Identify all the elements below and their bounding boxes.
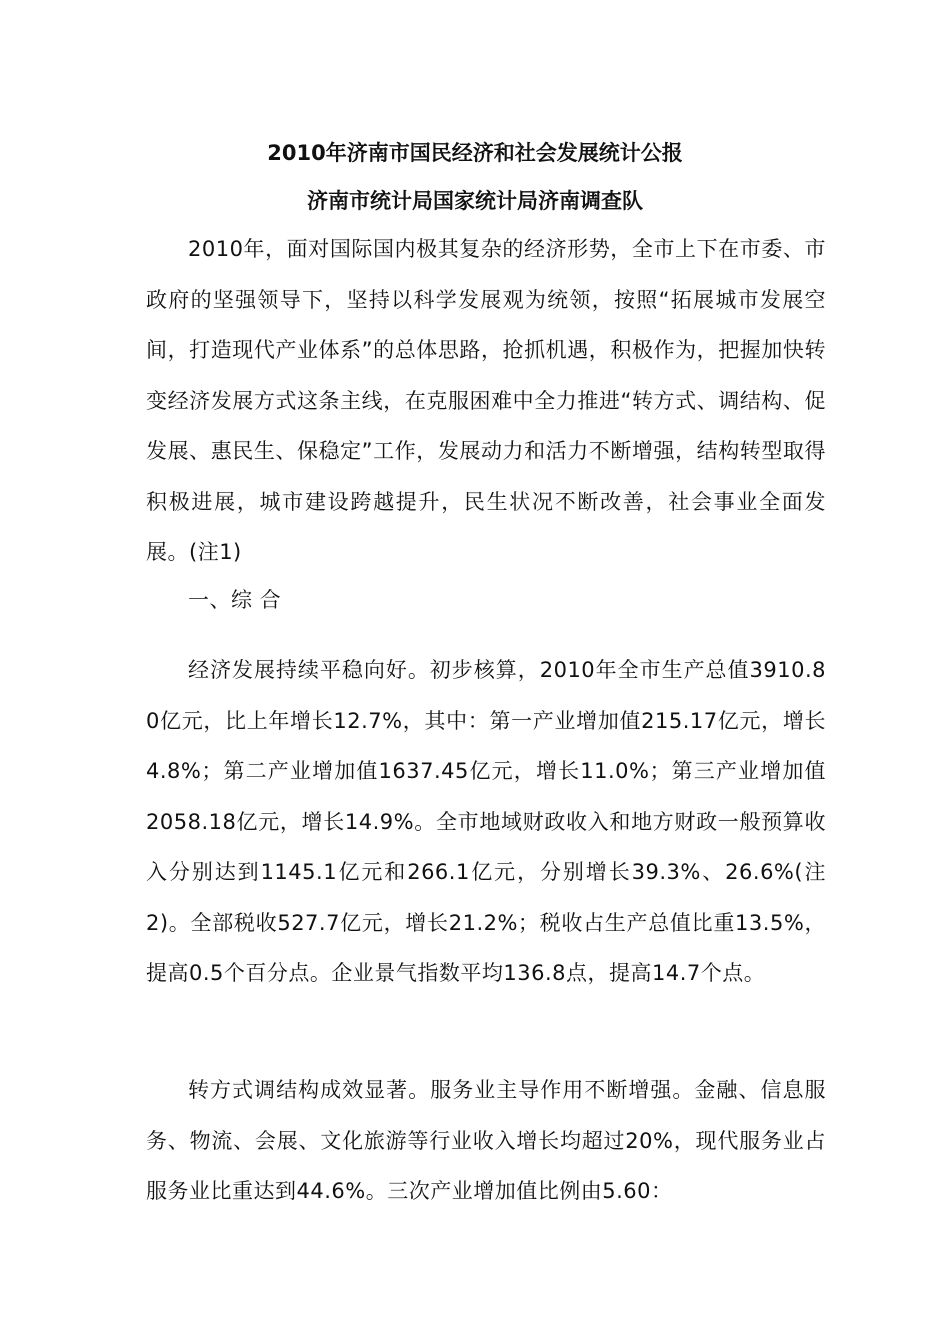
document-title: 2010年济南市国民经济和社会发展统计公报 [267,141,683,165]
economy-paragraph: 经济发展持续平稳向好。初步核算，2010年全市生产总值3910.80亿元，比上年增长12.7%，其中：第一产业增加值215.17亿元，增长4.8%；第二产业增加值1637.45亿元，增长11.0%；第三产业增加值2058.18亿元，增长14.9%。全市地域财政收入和地方财政一般预算收入分别达到1145.1亿元和266.1亿元，分别增长39.3%、26.6%(注2)。全部税收527.7亿元，增长21.2%；税收占生产总值比重13.5%，提高0.5个百分点。企业景气指数平均136.8点，提高14.7个点。 [146,658,826,985]
structure-paragraph: 转方式调结构成效显著。服务业主导作用不断增强。金融、信息服务、物流、会展、文化旅游等行业收入增长均超过20%，现代服务业占服务业比重达到44.6%。三次产业增加值比例由5.60： [146,1078,826,1203]
section-heading: 一、综 合 [188,588,282,612]
document-subtitle: 济南市统计局国家统计局济南调查队 [307,189,643,213]
intro-paragraph: 2010年，面对国际国内极其复杂的经济形势，全市上下在市委、市政府的坚强领导下，坚持以科学发展观为统领，按照“拓展城市发展空间，打造现代产业体系”的总体思路，抢抓机遇，积极作为，把握加快转变经济发展方式这条主线，在克服困难中全力推进“转方式、调结构、促发展、惠民生、保稳定”工作，发展动力和活力不断增强，结构转型取得积极进展，城市建设跨越提升，民生状况不断改善，社会事业全面发展。(注1) [146,237,826,564]
